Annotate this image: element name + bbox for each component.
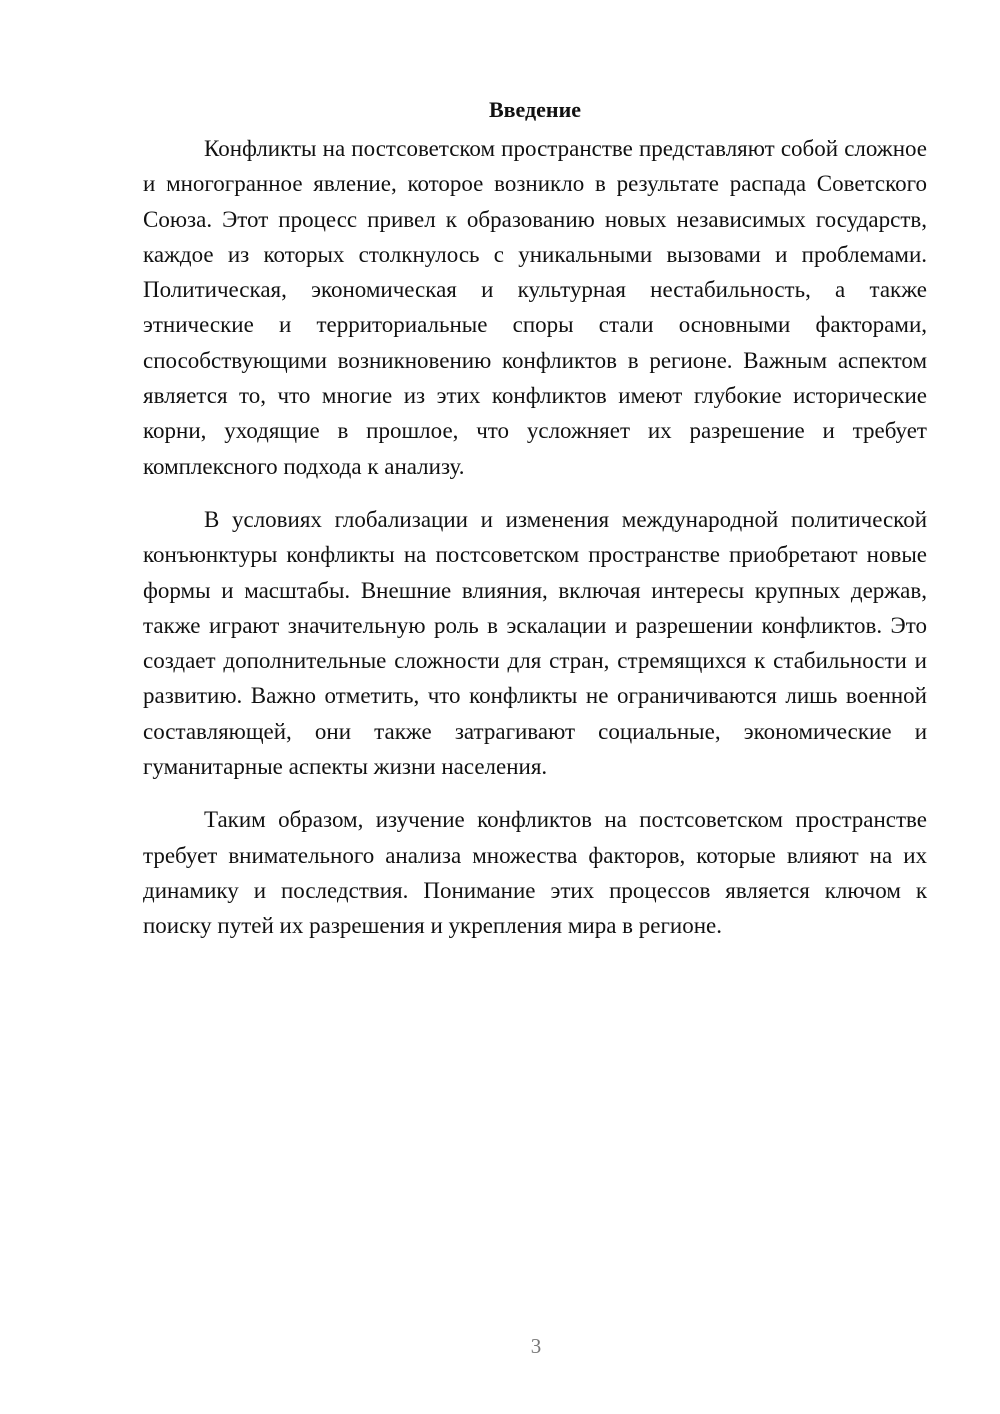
page-body xyxy=(143,93,927,944)
page-title: Введение xyxy=(488,97,582,122)
paragraph-1: Конфликты на постсоветском пространстве представляют собой сложное и многогранное явление, которое возникло в результате распада Советского Союза. Этот процесс привел к образованию новых независимых государств, каждое из которых столкнулось с уникальными вызовами и проблемами. Политическая, экономическая и культурная нестабильность, а также этнические и территориальные споры стали основными факторами, способствующими возникновению конфликтов в регионе. Важным аспектом является то, что многие из этих конфликтов имеют глубокие исторические корни, уходящие в прошлое, что усложняет их разрешение и требует комплексного подхода к анализу. xyxy=(143,136,927,479)
page-number: 3 xyxy=(530,1334,542,1358)
paragraph-3: Таким образом, изучение конфликтов на постсоветском пространстве требует внимательного анализа множества факторов, которые влияют на их динамику и последствия. Понимание этих процессов является ключом к поиску путей их разрешения и укрепления мира в регионе. xyxy=(143,807,927,939)
paragraph-2: В условиях глобализации и изменения международной политической конъюнктуры конфликты на постсоветском пространстве приобретают новые формы и масштабы. Внешние влияния, включая интересы крупных держав, также играют значительную роль в эскалации и разрешении конфликтов. Это создает дополнительные сложности для стран, стремящихся к стабильности и развитию. Важно отметить, что конфликты не ограничиваются лишь военной составляющей, они также затрагивают социальные, экономические и гуманитарные аспекты жизни населения. xyxy=(143,506,927,780)
